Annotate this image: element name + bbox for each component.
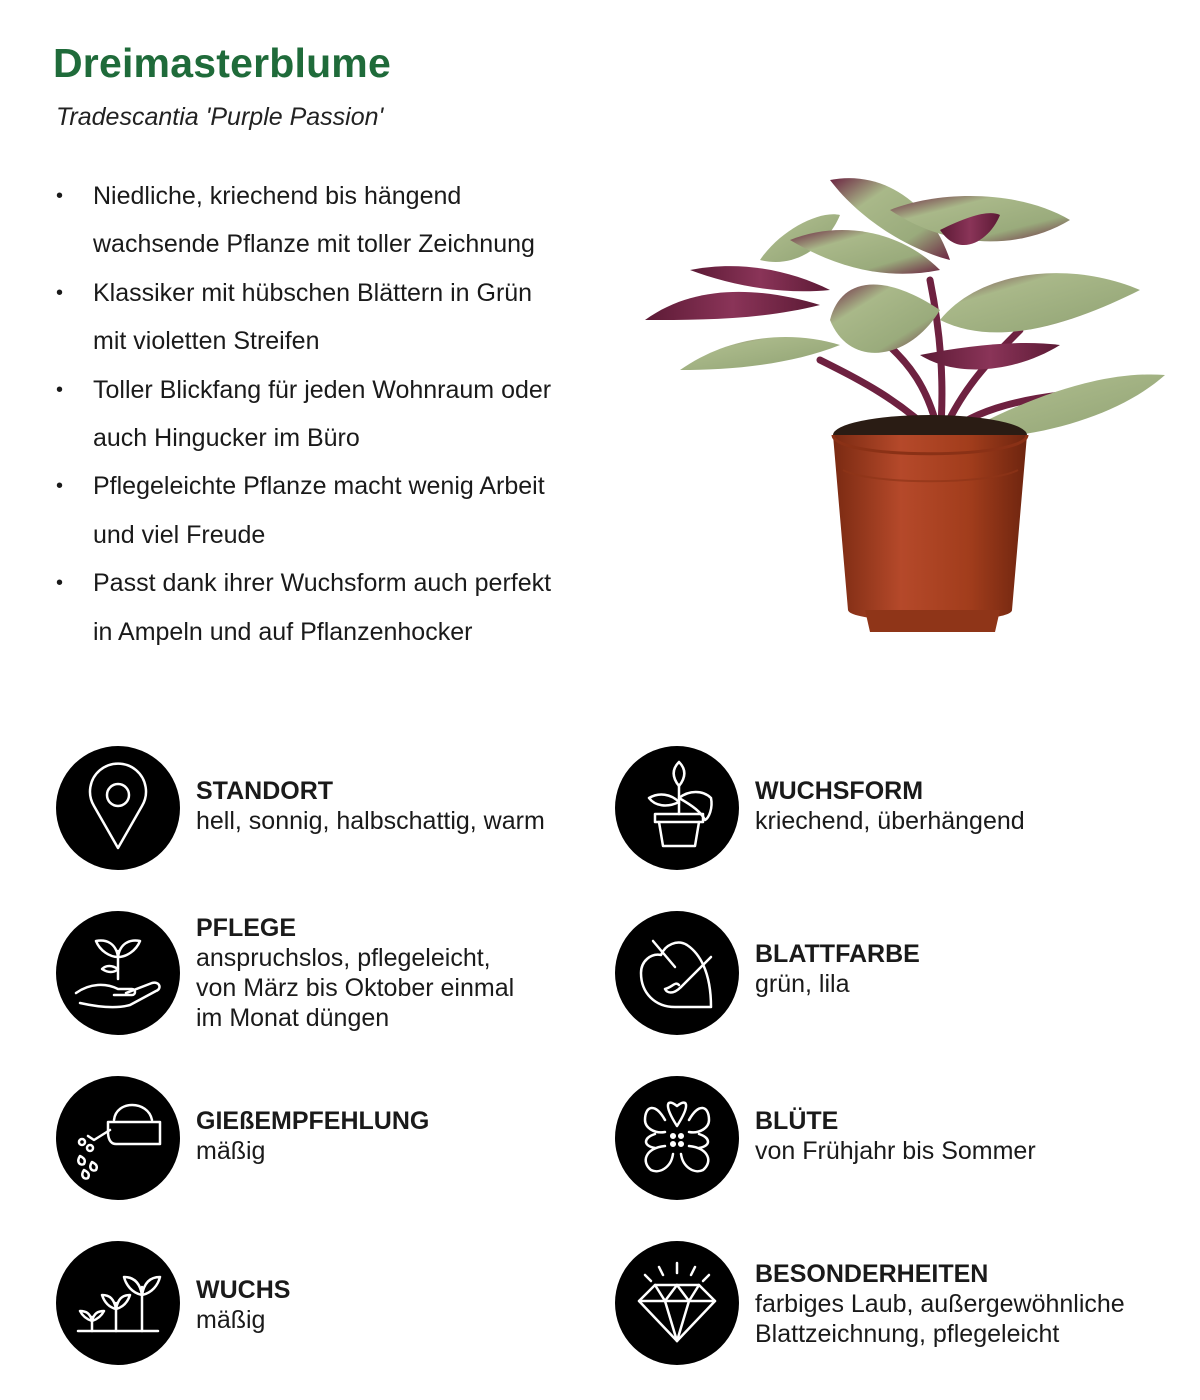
- botanical-subtitle: Tradescantia 'Purple Passion': [56, 103, 384, 131]
- feature-value: von Frühjahr bis Sommer: [755, 1137, 1036, 1165]
- feature-value: mäßig: [196, 1137, 266, 1165]
- bullet-line: in Ampeln und auf Pflanzenhocker: [93, 617, 473, 646]
- bullet-item: [50, 366, 610, 463]
- feature-label: PFLEGE: [196, 914, 297, 942]
- bullet-dot-icon: •: [56, 572, 64, 595]
- bullet-line: und viel Freude: [93, 520, 266, 549]
- feature-besonderheiten: [615, 1241, 1175, 1371]
- feature-value: von März bis Oktober einmal: [196, 974, 515, 1002]
- bullet-dot-icon: •: [56, 475, 64, 498]
- bullet-line: Passt dank ihrer Wuchsform auch perfekt: [93, 569, 552, 598]
- bullet-item: [50, 269, 610, 366]
- feature-label: STANDORT: [196, 777, 334, 805]
- bullet-item: [50, 462, 610, 559]
- feature-label: WUCHSFORM: [755, 777, 924, 805]
- feature-label: BLATTFARBE: [755, 940, 920, 968]
- leaf-brush-icon: [615, 911, 739, 1035]
- feature-bullet-list: [50, 172, 610, 656]
- sprouts-growth-icon: [56, 1241, 180, 1365]
- bullet-dot-icon: •: [56, 378, 64, 401]
- feature-blattfarbe: [615, 911, 1175, 1041]
- feature-value: im Monat düngen: [196, 1004, 390, 1032]
- bullet-line: Klassiker mit hübschen Blättern in Grün: [93, 278, 533, 307]
- feature-value: anspruchslos, pflegeleicht,: [196, 944, 491, 972]
- bullet-dot-icon: •: [56, 185, 64, 207]
- bullet-item: [50, 172, 610, 269]
- location-pin-icon: [56, 746, 180, 870]
- page-title: Dreimasterblume: [53, 40, 391, 86]
- bullet-line: Pflegeleichte Pflanze macht wenig Arbeit: [93, 472, 545, 501]
- diamond-icon: [615, 1241, 739, 1365]
- bullet-item: [50, 559, 610, 656]
- feature-value: grün, lila: [755, 970, 850, 998]
- flower-icon: [615, 1076, 739, 1200]
- feature-label: BESONDERHEITEN: [755, 1260, 989, 1288]
- feature-value: farbiges Laub, außergewöhnliche: [755, 1290, 1125, 1318]
- feature-label: BLÜTE: [755, 1107, 839, 1135]
- bullet-line: wachsende Pflanze mit toller Zeichnung: [93, 230, 535, 259]
- feature-standort: [56, 746, 616, 876]
- hand-seedling-icon: [56, 911, 180, 1035]
- feature-value: Blattzeichnung, pflegeleicht: [755, 1320, 1060, 1348]
- feature-value: kriechend, überhängend: [755, 807, 1025, 835]
- feature-label: GIEßEMPFEHLUNG: [196, 1107, 430, 1135]
- bullet-line: Niedliche, kriechend bis hängend: [93, 182, 462, 210]
- plant-product-image: [640, 170, 1170, 640]
- feature-value: mäßig: [196, 1306, 266, 1334]
- feature-label: WUCHS: [196, 1276, 291, 1304]
- potted-plant-icon: [615, 746, 739, 870]
- bullet-dot-icon: •: [56, 281, 64, 304]
- feature-wuchsform: [615, 746, 1175, 876]
- bullet-line: Toller Blickfang für jeden Wohnraum oder: [93, 375, 552, 404]
- bullet-line: mit violetten Streifen: [93, 327, 320, 356]
- feature-pflege: [56, 911, 616, 1041]
- feature-bluete: [615, 1076, 1175, 1206]
- feature-wuchs: [56, 1241, 616, 1371]
- watering-can-icon: [56, 1076, 180, 1200]
- feature-value: hell, sonnig, halbschattig, warm: [196, 807, 545, 835]
- feature-giessempfehlung: [56, 1076, 616, 1206]
- bullet-line: auch Hingucker im Büro: [93, 424, 360, 453]
